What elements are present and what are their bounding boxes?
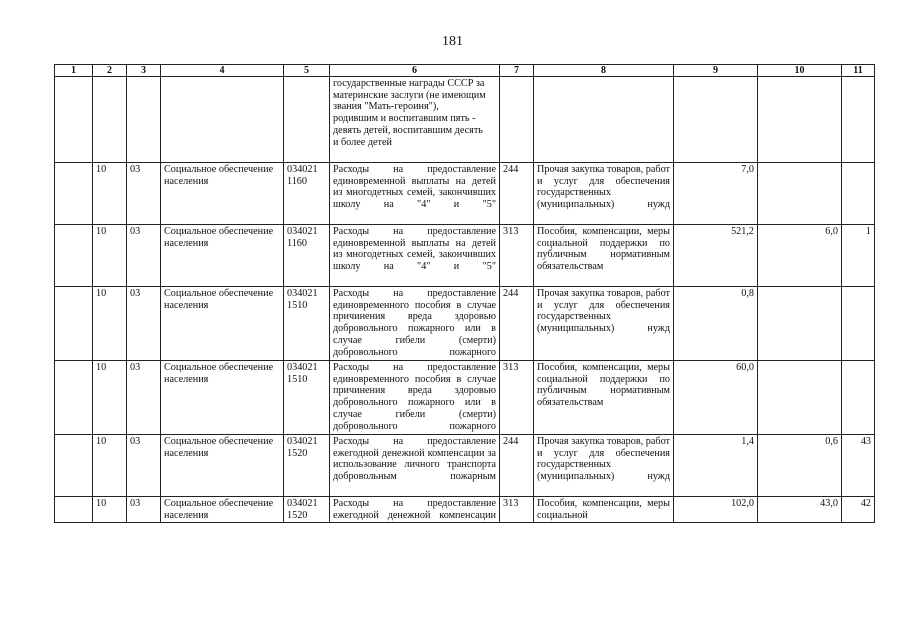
description-line: и более детей — [333, 136, 392, 148]
description-line: материнские заслуги (не имеющим — [333, 89, 486, 101]
amount-cell-2 — [758, 287, 842, 361]
description-cell: Расходы на предоставление ежегодной денежной компенсации за использование личного транспорта добровольным пожарным — [330, 435, 500, 497]
table-cell — [500, 77, 534, 163]
subsection-cell: 03 — [127, 361, 161, 435]
section-name-cell: Социальное обеспечение населения — [161, 435, 284, 497]
expense-type-cell: 244 — [500, 163, 534, 225]
header-cell: 7 — [500, 65, 534, 77]
expense-type-cell: 313 — [500, 497, 534, 523]
header-cell: 1 — [55, 65, 93, 77]
table-cell — [55, 497, 93, 523]
header-cell: 11 — [842, 65, 875, 77]
table-cell — [758, 77, 842, 163]
header-cell: 4 — [161, 65, 284, 77]
description-cell: Расходы на предоставление единовременной выплаты на детей из многодетных семей, закончивших школу на "4" и "5" — [330, 163, 500, 225]
section-cell: 10 — [93, 225, 127, 287]
expense-type-name-cell: Пособия, компенсации, меры социальной поддержки по публичным нормативным обязательствам — [534, 225, 674, 287]
description-cell: Расходы на предоставление ежегодной денежной компенсации — [330, 497, 500, 523]
expense-type-cell: 244 — [500, 287, 534, 361]
target-article-cell: 034021 1160 — [284, 225, 330, 287]
table-row-continuation — [55, 77, 875, 163]
table-cell — [284, 77, 330, 163]
expense-type-cell: 244 — [500, 435, 534, 497]
table-cell — [161, 77, 284, 163]
amount-cell-2 — [758, 361, 842, 435]
description-cell: Расходы на предоставление единовременного пособия в случае причинения вреда здоровью добровольного пожарного или в случае гибели (смерти) добровольного пожарного — [330, 361, 500, 435]
amount-cell-3: 42 — [842, 497, 875, 523]
description-cell: Расходы на предоставление единовременного пособия в случае причинения вреда здоровью добровольного пожарного или в случае гибели (смерти) добровольного пожарного — [330, 287, 500, 361]
subsection-cell: 03 — [127, 497, 161, 523]
section-name-cell: Социальное обеспечение населения — [161, 163, 284, 225]
budget-table — [54, 64, 875, 523]
section-name-cell: Социальное обеспечение населения — [161, 497, 284, 523]
amount-cell-2: 0,6 — [758, 435, 842, 497]
expense-type-cell: 313 — [500, 361, 534, 435]
expense-type-name-cell: Пособия, компенсации, меры социальной поддержки по публичным нормативным обязательствам — [534, 361, 674, 435]
section-cell: 10 — [93, 361, 127, 435]
header-cell: 3 — [127, 65, 161, 77]
amount-cell-3: 43 — [842, 435, 875, 497]
header-cell: 8 — [534, 65, 674, 77]
table-row — [55, 361, 875, 435]
target-article-cell: 034021 1160 — [284, 163, 330, 225]
table-cell — [55, 77, 93, 163]
description-cell — [330, 77, 500, 163]
target-article-cell: 034021 1520 — [284, 435, 330, 497]
header-cell: 2 — [93, 65, 127, 77]
amount-cell: 521,2 — [674, 225, 758, 287]
table-cell — [55, 225, 93, 287]
header-cell: 10 — [758, 65, 842, 77]
table-cell — [55, 361, 93, 435]
section-name-cell: Социальное обеспечение населения — [161, 361, 284, 435]
subsection-cell: 03 — [127, 287, 161, 361]
section-cell: 10 — [93, 497, 127, 523]
target-article-cell: 034021 1510 — [284, 287, 330, 361]
description-line: девять детей, воспитавшим десять — [333, 124, 483, 136]
expense-type-name-cell: Прочая закупка товаров, работ и услуг для обеспечения государственных (муниципальных) нужд — [534, 163, 674, 225]
amount-cell: 102,0 — [674, 497, 758, 523]
table-cell — [534, 77, 674, 163]
section-cell: 10 — [93, 435, 127, 497]
header-cell: 9 — [674, 65, 758, 77]
table-cell — [842, 77, 875, 163]
amount-cell-2: 43,0 — [758, 497, 842, 523]
header-row — [55, 65, 875, 77]
amount-cell-3 — [842, 361, 875, 435]
amount-cell-3 — [842, 163, 875, 225]
table-row — [55, 287, 875, 361]
amount-cell: 7,0 — [674, 163, 758, 225]
section-name-cell: Социальное обеспечение населения — [161, 225, 284, 287]
subsection-cell: 03 — [127, 163, 161, 225]
subsection-cell: 03 — [127, 225, 161, 287]
amount-cell: 1,4 — [674, 435, 758, 497]
amount-cell: 60,0 — [674, 361, 758, 435]
description-line: государственные награды СССР за — [333, 78, 485, 89]
table-row — [55, 163, 875, 225]
table-row — [55, 435, 875, 497]
description-line: звания "Мать-героиня"), — [333, 101, 439, 113]
table-cell — [55, 435, 93, 497]
page-number: 181 — [442, 34, 463, 49]
subsection-cell: 03 — [127, 435, 161, 497]
expense-type-name-cell: Пособия, компенсации, меры социальной — [534, 497, 674, 523]
description-cell: Расходы на предоставление единовременной выплаты на детей из многодетных семей, закончивших школу на "4" и "5" — [330, 225, 500, 287]
amount-cell-2 — [758, 163, 842, 225]
table-cell — [127, 77, 161, 163]
table-row — [55, 225, 875, 287]
table-row — [55, 497, 875, 523]
amount-cell: 0,8 — [674, 287, 758, 361]
section-cell: 10 — [93, 287, 127, 361]
expense-type-name-cell: Прочая закупка товаров, работ и услуг для обеспечения государственных (муниципальных) нужд — [534, 435, 674, 497]
section-name-cell: Социальное обеспечение населения — [161, 287, 284, 361]
section-cell: 10 — [93, 163, 127, 225]
amount-cell-2: 6,0 — [758, 225, 842, 287]
expense-type-cell: 313 — [500, 225, 534, 287]
target-article-cell: 034021 1510 — [284, 361, 330, 435]
table-cell — [674, 77, 758, 163]
table-cell — [55, 287, 93, 361]
header-cell: 6 — [330, 65, 500, 77]
target-article-cell: 034021 1520 — [284, 497, 330, 523]
amount-cell-3 — [842, 287, 875, 361]
header-cell: 5 — [284, 65, 330, 77]
table-cell — [55, 163, 93, 225]
description-line: родившим и воспитавшим пять - — [333, 113, 476, 125]
table-cell — [93, 77, 127, 163]
amount-cell-3: 1 — [842, 225, 875, 287]
expense-type-name-cell: Прочая закупка товаров, работ и услуг для обеспечения государственных (муниципальных) нужд — [534, 287, 674, 361]
